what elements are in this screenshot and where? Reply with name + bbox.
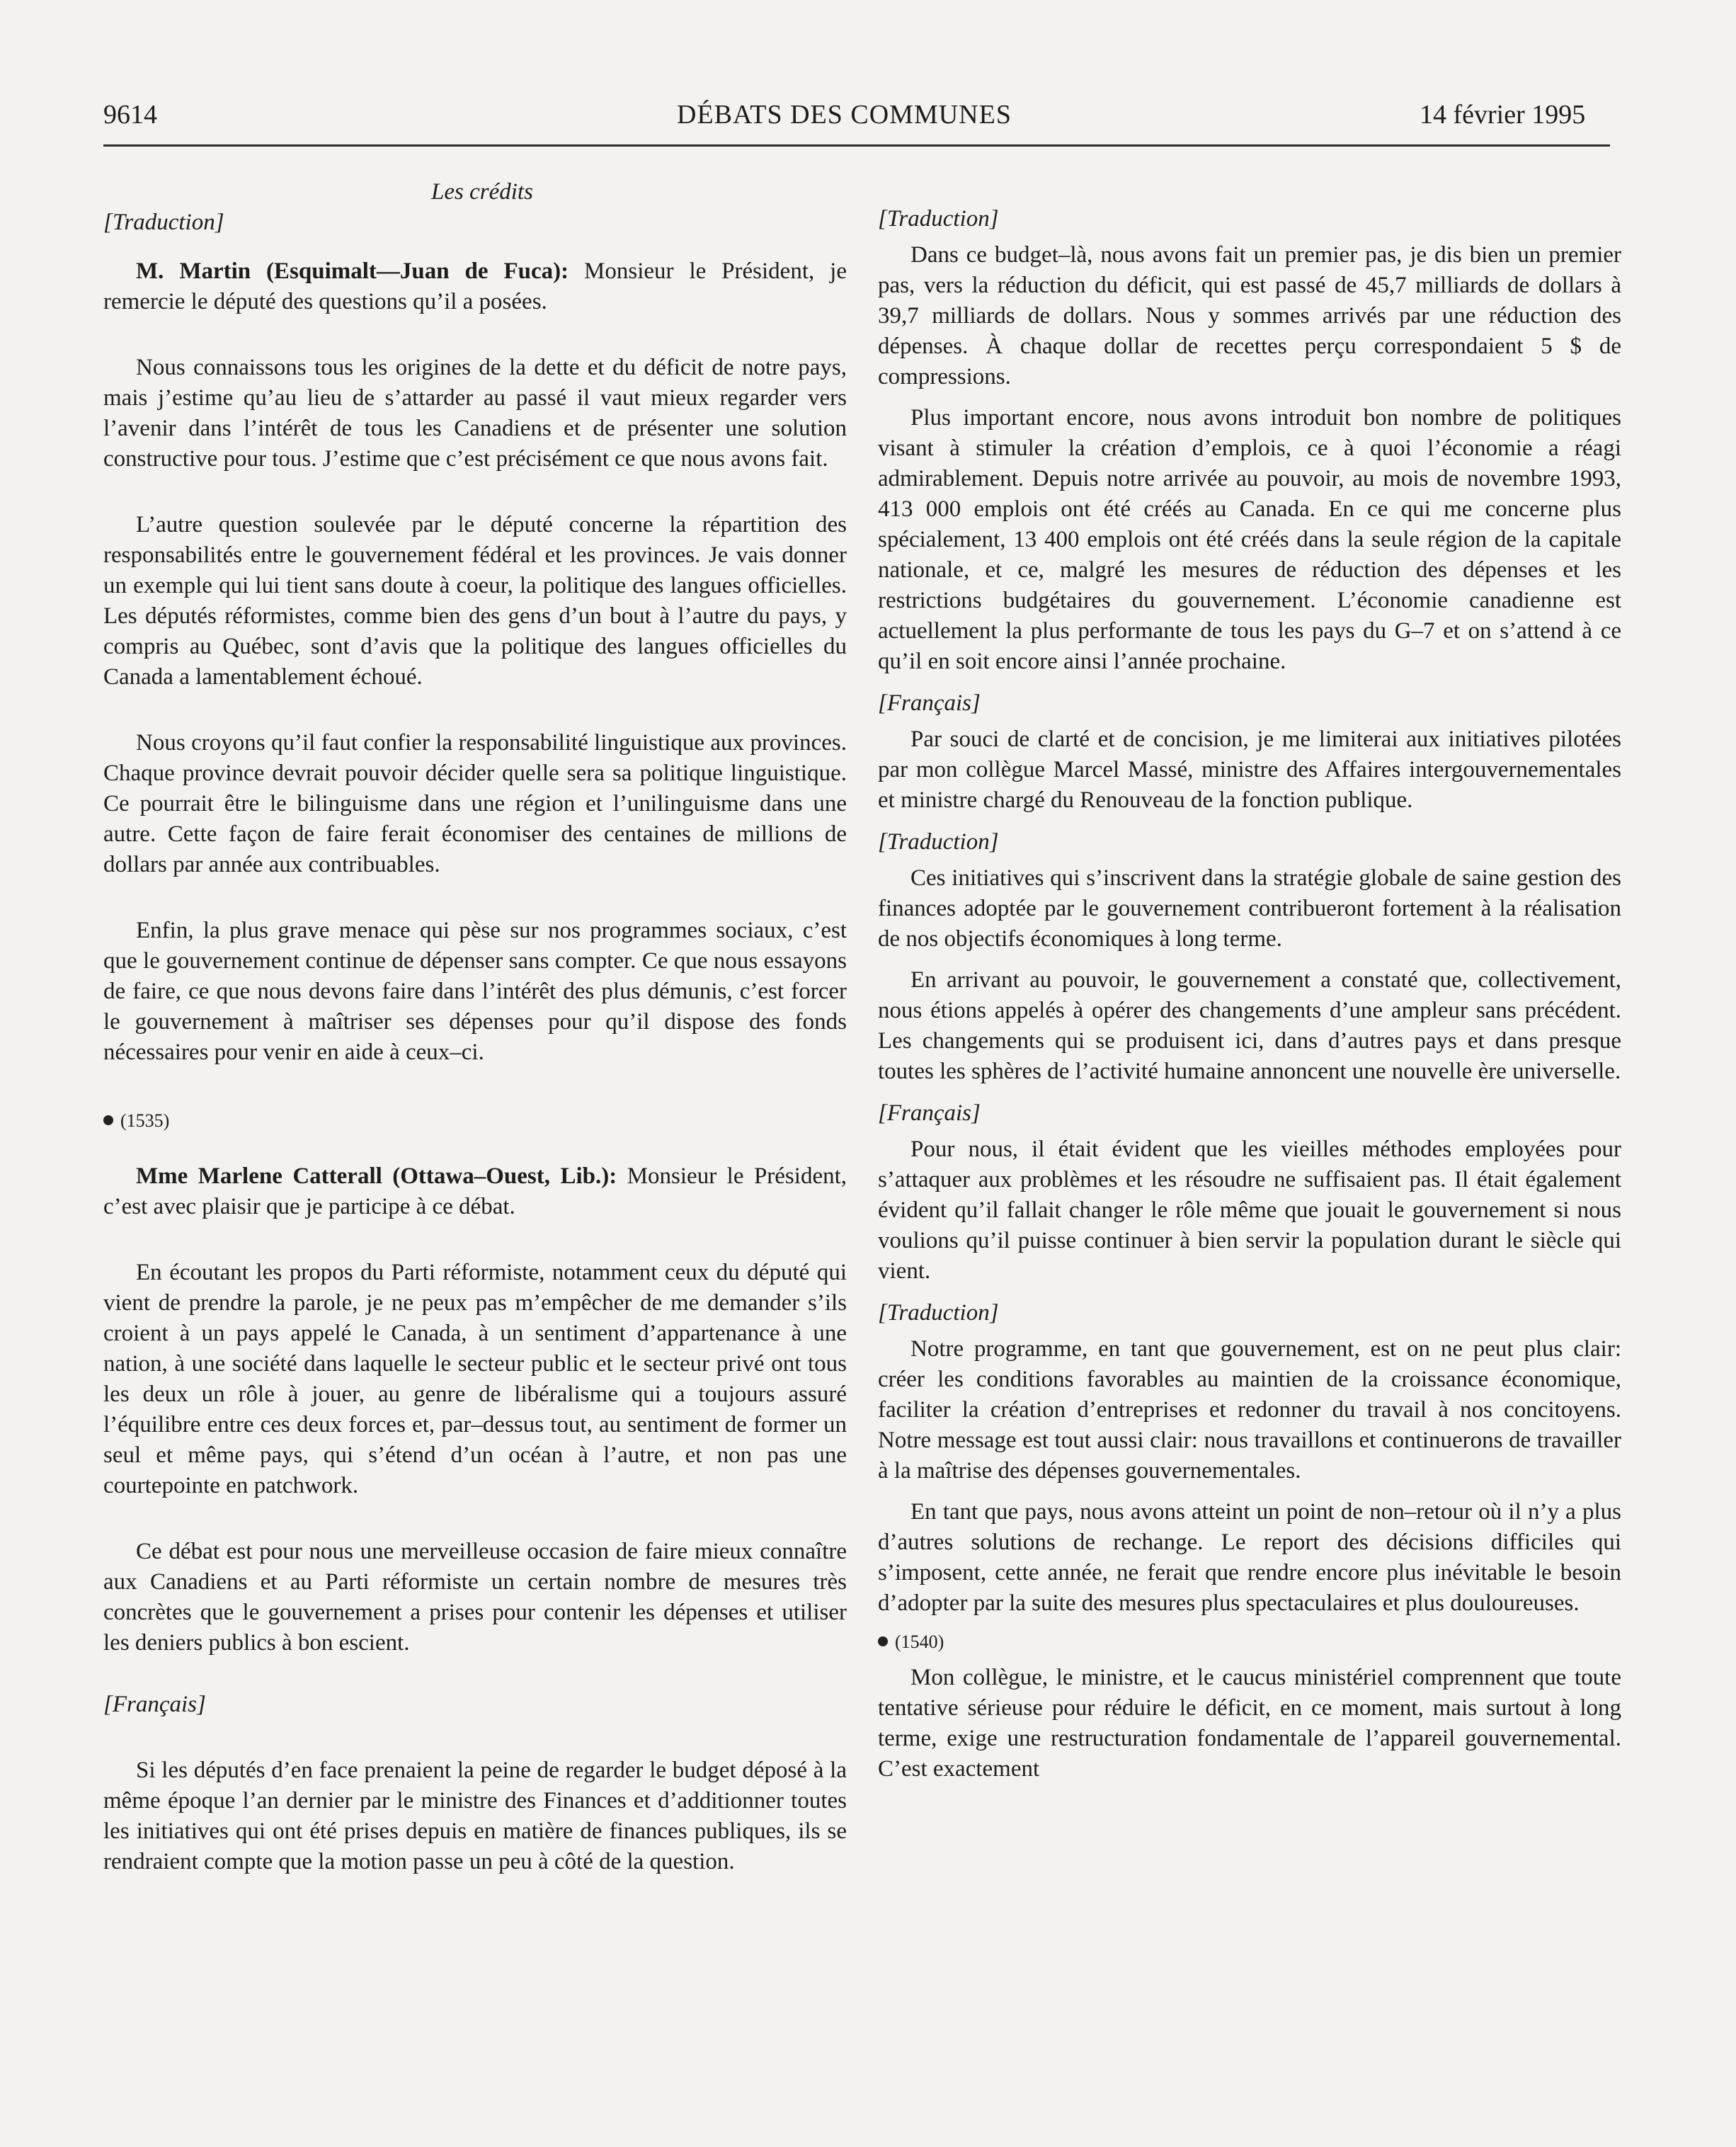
paragraph: Nous croyons qu’il faut confier la responsabilité linguistique aux provinces. Chaque province devrait pouvoir décider quelle sera sa politique linguistique. Ce pourrait être le bilinguisme dans une région et l’unilinguisme dans une autre. Cette façon de faire ferait économiser des centaines de millions de dollars par année aux contribuables.	[103, 730, 847, 877]
paragraph: Dans ce budget–là, nous avons fait un premier pas, je dis bien un premier pas, vers la réduction du déficit, qui est passé de 45,7 milliards de dollars à 39,7 milliards de dollars. Nous y sommes arrivés par une réduction des dépenses. À chaque dollar de recettes perçu correspondaient 5 $ de compressions.	[878, 242, 1621, 389]
timestamp	[878, 1630, 1621, 1654]
language-tag: [Traduction]	[878, 206, 999, 232]
timestamp-text: (1535)	[120, 1110, 170, 1131]
paragraph: Par souci de clarté et de concision, je me limiterai aux initiatives pilotées par mon collègue Marcel Massé, ministre des Affaires intergouvernementales et ministre chargé du Renouveau de la fonction publique.	[878, 727, 1621, 813]
paragraph: Nous connaissons tous les origines de la dette et du déficit de notre pays, mais j’estime qu’au lieu de s’attarder au passé il vaut mieux regarder vers l’avenir dans l’intérêt de tous les Canadiens et de présenter une solution constructive pour tous. J’estime que c’est précisément ce que nous avons fait.	[103, 355, 847, 472]
paragraph: Ce débat est pour nous une merveilleuse occasion de faire mieux connaître aux Canadiens et au Parti réformiste un certain nombre de mesures très concrètes que le gouvernement a prises pour contenir les dépenses et utiliser les deniers publics à bon escient.	[103, 1539, 847, 1656]
language-tag: [Traduction]	[103, 210, 224, 235]
paragraph: Enfin, la plus grave menace qui pèse sur nos programmes sociaux, c’est que le gouvernement continue de dépenser sans compter. Ce que nous essayons de faire, ce que nous devons faire dans l’intérêt des plus démunis, c’est forcer le gouvernement à maîtriser ses dépenses pour qu’il dispose des fonds nécessaires pour venir en aide à ceux–ci.	[103, 918, 847, 1065]
speaker-name: Mme Marlene Catterall (Ottawa–Ouest, Lib.):	[136, 1163, 617, 1189]
bullet-icon	[103, 1115, 113, 1125]
section-title: Les crédits	[431, 179, 533, 205]
language-tag: [Français]	[878, 690, 981, 716]
paragraph	[103, 1161, 847, 1222]
page-number: 9614	[103, 100, 157, 130]
speaker-name: M. Martin (Esquimalt—Juan de Fuca):	[136, 258, 569, 284]
language-tag: [Français]	[878, 1100, 981, 1126]
header-rule	[103, 144, 1610, 147]
language-tag: [Traduction]	[878, 829, 999, 855]
speech-text: Monsieur le Président, c’est avec plaisir que je participe à ce débat.	[103, 1163, 847, 1219]
speech-text: Monsieur le Président, je remercie le député des questions qu’il a posées.	[103, 258, 847, 314]
publication-date: 14 février 1995	[1420, 100, 1586, 130]
paragraph: Plus important encore, nous avons introduit bon nombre de politiques visant à stimuler la création d’emplois, ce à quoi l’économie a réagi admirablement. Depuis notre arrivée au pouvoir, au mois de novembre 1993, 413 000 emplois ont été créés au Canada. En ce qui me concerne plus spécialement, 13 400 emplois ont été créés dans la seule région de la capitale nationale, et ce, malgré les mesures de réduction des dépenses et les restrictions budgétaires du gouvernement. L’économie canadienne est actuellement la plus performante de tous les pays du G–7 et on s’attend à ce qu’il en soit encore ainsi l’année prochaine.	[878, 405, 1621, 674]
paragraph: Notre programme, en tant que gouvernement, est on ne peut plus clair: créer les conditions favorables au maintien de la croissance économique, faciliter la création d’entreprises et redonner du travail à nos concitoyens. Notre message est tout aussi clair: nous travaillons et continuerons de travailler à la maîtrise des dépenses gouvernementales.	[878, 1336, 1621, 1483]
paragraph: En tant que pays, nous avons atteint un point de non–retour où il n’y a plus d’autres solutions de rechange. Le report des décisions difficiles qui s’imposent, cette année, ne ferait que rendre encore plus inévitable le besoin d’adopter par la suite des mesures plus spectaculaires et plus douloureuses.	[878, 1499, 1621, 1616]
paragraph	[103, 256, 847, 317]
timestamp-text: (1540)	[895, 1631, 944, 1652]
paragraph: Mon collègue, le ministre, et le caucus ministériel comprennent que toute tentative sérieuse pour réduire le déficit, en ce moment, mais surtout à long terme, exige une restructuration fondamentale de l’appareil gouvernemental. C’est exactement	[878, 1665, 1621, 1782]
publication-title: DÉBATS DES COMMUNES	[677, 100, 1012, 130]
timestamp	[103, 1109, 847, 1133]
left-column	[103, 177, 847, 1877]
paragraph: En écoutant les propos du Parti réformiste, notamment ceux du député qui vient de prendre la parole, je ne peux pas m’empêcher de me demander s’ils croient à un pays appelé le Canada, à un sentiment d’appartenance à une nation, à une société dans laquelle le secteur public et le secteur privé ont tous les deux un rôle à jouer, au genre de libéralisme qui a toujours assuré l’équilibre entre ces deux forces et, par–dessus tout, au sentiment de former un seul et même pays, qui s’étend d’un océan à l’autre, et non pas une courtepointe en patchwork.	[103, 1260, 847, 1498]
right-column	[878, 177, 1621, 1784]
paragraph: Si les députés d’en face prenaient la peine de regarder le budget déposé à la même époque l’an dernier par le ministre des Finances et d’additionner toutes les initiatives qui ont été prises depuis en matière de finances publiques, ils se rendraient compte que la motion passe un peu à côté de la question.	[103, 1758, 847, 1874]
paragraph: L’autre question soulevée par le député concerne la répartition des responsabilités entre le gouvernement fédéral et les provinces. Je vais donner un exemple qui lui tient sans doute à coeur, la politique des langues officielles. Les députés réformistes, comme bien des gens d’un bout à l’autre du pays, y compris au Québec, sont d’avis que la politique des langues officielles du Canada a lamentablement échoué.	[103, 512, 847, 690]
paragraph: Ces initiatives qui s’inscrivent dans la stratégie globale de saine gestion des finances adoptée par le gouvernement contribueront fortement à la réalisation de nos objectifs économiques à long terme.	[878, 865, 1621, 952]
language-tag: [Traduction]	[878, 1300, 999, 1326]
bullet-icon	[878, 1636, 888, 1646]
paragraph: En arrivant au pouvoir, le gouvernement a constaté que, collectivement, nous étions appelés à opérer des changements d’une ampleur sans précédent. Les changements qui se produisent ici, dans d’autres pays et dans presque toutes les sphères de l’activité humaine annoncent une nouvelle ère universelle.	[878, 967, 1621, 1084]
paragraph: Pour nous, il était évident que les vieilles méthodes employées pour s’attaquer aux problèmes et les résoudre ne suffisaient pas. Il était également évident qu’il fallait changer le rôle même que jouait le gouvernement si nous voulions qu’il puisse continuer à bien servir la population durant le siècle qui vient.	[878, 1137, 1621, 1284]
language-tag: [Français]	[103, 1692, 206, 1717]
